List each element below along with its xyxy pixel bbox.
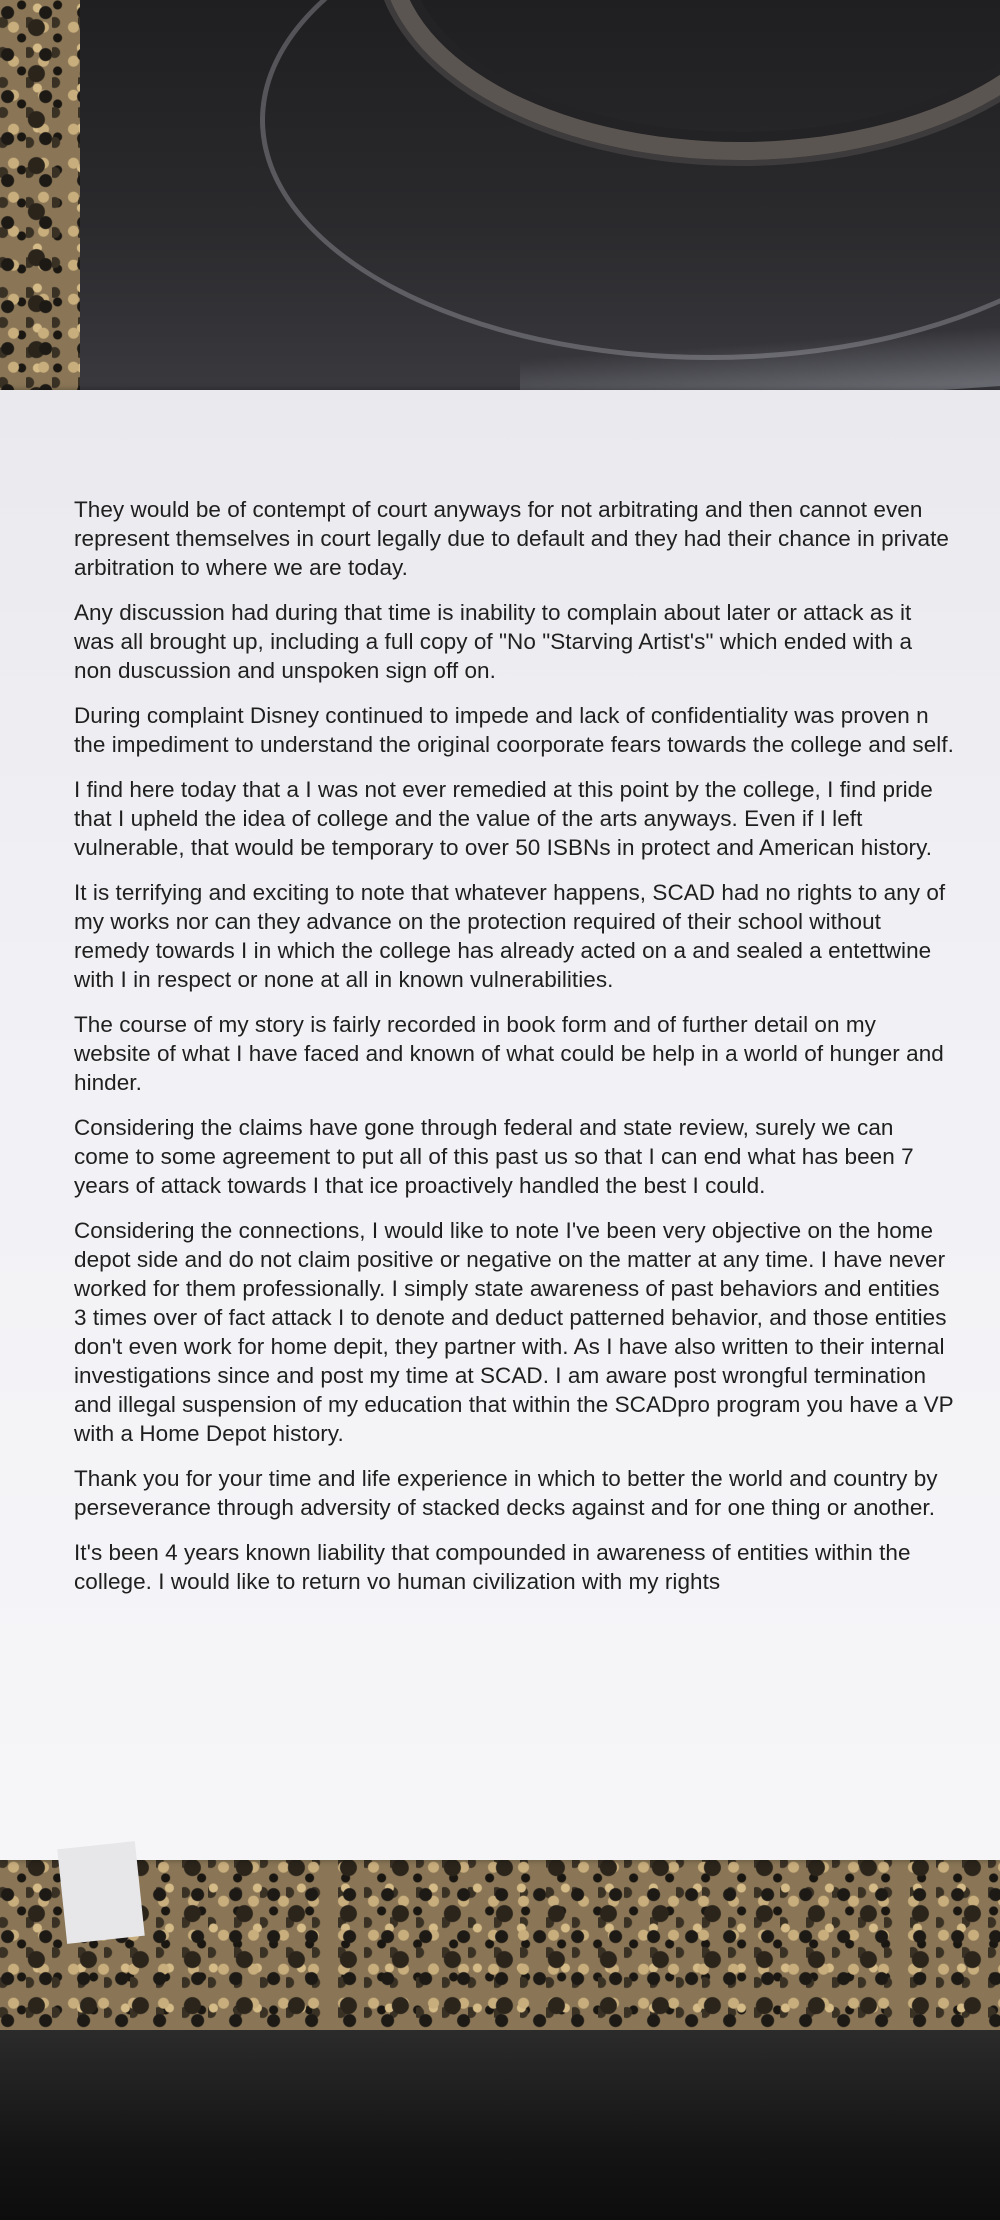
dark-fabric-foreground: [0, 2030, 1000, 2220]
granite-countertop-bottom: [0, 1840, 1000, 2035]
paragraph-1: They would be of contempt of court anyways for not arbitrating and then cannot even represent themselves in court legally due to default and they had their chance in private arbitration to where we are today.: [74, 497, 949, 580]
stovetop-background: [80, 0, 1000, 400]
paragraph-8: Considering the connections, I would like to note I've been very objective on the home depot side and do not claim positive or negative on the matter at any time. I have never worked for them professionally. I simply state awareness of past behaviors and entities 3 times over of fact attack I to denote and deduct patterned behavior, and those entities don't even work for home depit, they partner with. As I have also written to their internal investigations since and post my time at SCAD. I am aware post wrongful termination and illegal suspension of my education that within the SCADpro program you have a VP with a Home Depot history.: [74, 1218, 954, 1446]
paragraph-9: Thank you for your time and life experience in which to better the world and country by perseverance through adversity of stacked decks against and for one thing or another.: [74, 1466, 938, 1520]
paragraph-7: Considering the claims have gone through federal and state review, surely we can come to some agreement to put all of this past us so that I can end what has been 7 years of attack towards I that ice proactively handled the best I could.: [74, 1115, 914, 1198]
paragraph-3: During complaint Disney continued to impede and lack of confidentiality was proven n the impediment to understand the original coorporate fears towards the college and self.: [74, 703, 954, 757]
paragraph-6: The course of my story is fairly recorded in book form and of further detail on my website of what I have faced and known of what could be help in a world of hunger and hinder.: [74, 1012, 944, 1095]
paragraph-4: I find here today that a I was not ever remedied at this point by the college, I find pride that I upheld the idea of college and the value of the arts anyways. Even if I left vulnerable, that would be temporary to over 50 ISBNs in protect and American history.: [74, 777, 933, 860]
paragraph-5: It is terrifying and exciting to note that whatever happens, SCAD had no rights to any of my works nor can they advance on the protection required of their school without remedy towards I in which the college has already acted on a and sealed a entettwine with I in respect or none at all in known vulnerabilities.: [74, 880, 946, 992]
letter-body: [74, 495, 954, 1596]
paragraph-2: Any discussion had during that time is inability to complain about later or attack as it was all brought up, including a full copy of "No "Starving Artist's" which ended with a non duscussion and unspoken sign off on.: [74, 600, 913, 683]
paragraph-10: It's been 4 years known liability that compounded in awareness of entities within the college. I would like to return vo human civilization with my rights: [74, 1540, 911, 1594]
paper-corner-tab: [57, 1841, 145, 1944]
